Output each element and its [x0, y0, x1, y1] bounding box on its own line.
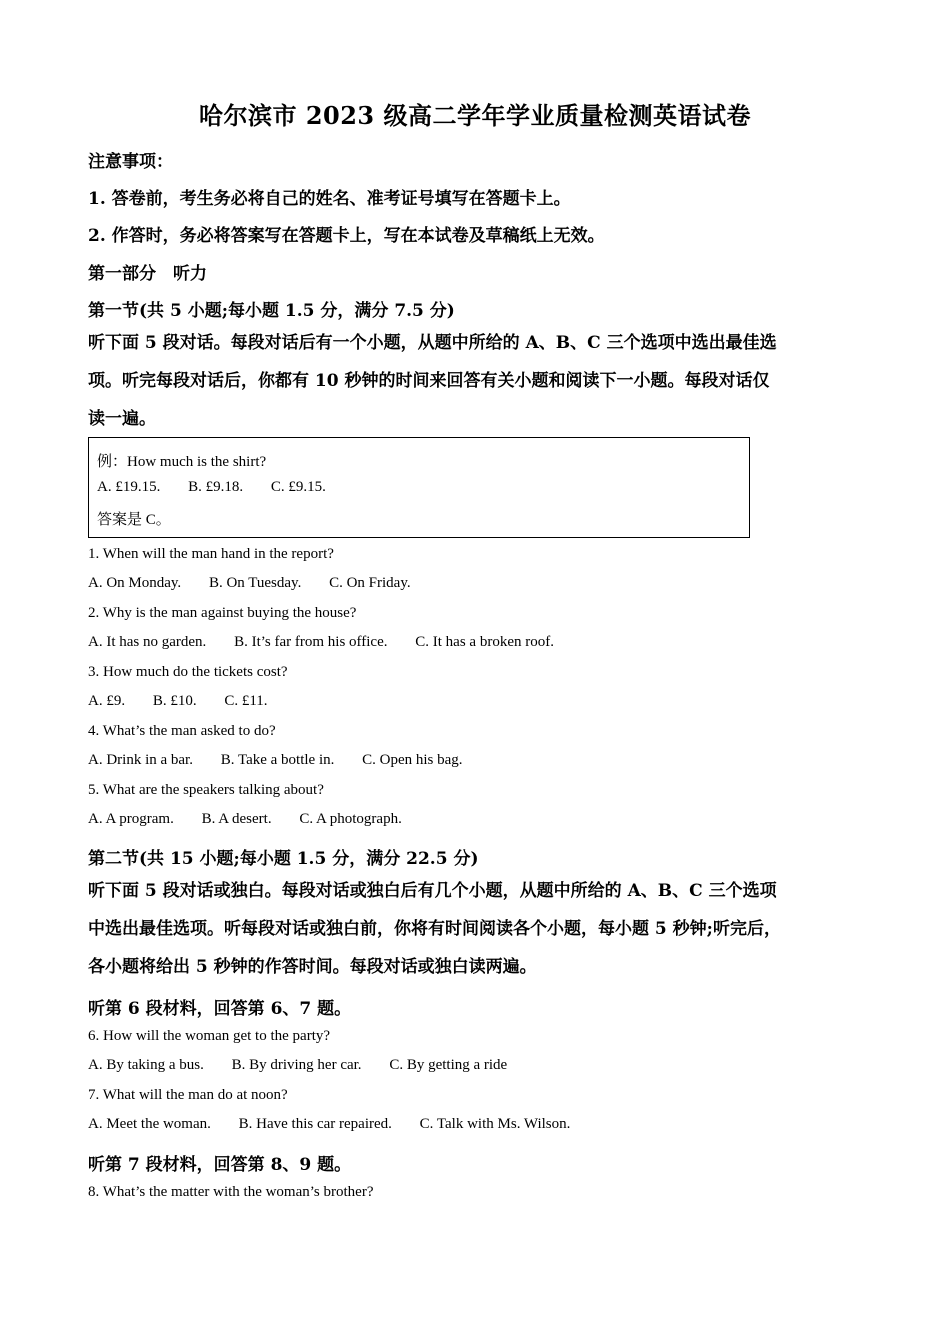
notice-item-2: 2. 作答时，务必将答案写在答题卡上，写在本试卷及草稿纸上无效。 [88, 226, 605, 246]
option: A. £19.15. [97, 479, 161, 495]
instruction-line: 听下面 5 段对话或独白。每段对话或独白后有几个小题，从题中所给的 A、B、C 三个选项 [88, 881, 777, 901]
question-3: 3. How much do the tickets cost? [88, 664, 288, 680]
option: C. By getting a ride [389, 1057, 508, 1073]
question-6: 6. How will the woman get to the party? [88, 1028, 331, 1044]
example-answer: 答案是 C。 [97, 512, 171, 528]
question-2: 2. Why is the man against buying the house? [88, 605, 357, 621]
exam-title: 哈尔滨市 2023 级高二学年学业质量检测英语试卷 [198, 101, 751, 130]
option: C. £9.15. [270, 479, 326, 495]
material-6-heading: 听第 6 段材料，回答第 6、7 题。 [88, 999, 352, 1019]
instruction-line: 各小题将给出 5 秒钟的作答时间。每段对话或独白读两遍。 [88, 957, 537, 977]
option: A. A program. [88, 811, 174, 827]
option: A. Drink in a bar. [88, 752, 193, 768]
option: A. It has no garden. [88, 634, 207, 650]
question-8: 8. What’s the matter with the woman’s brother? [88, 1184, 374, 1200]
option: C. On Friday. [329, 575, 411, 591]
option: B. By driving her car. [231, 1057, 362, 1073]
example-question: 例：How much is the shirt? [97, 454, 267, 470]
option: C. £11. [224, 693, 268, 709]
option: C. A photograph. [299, 811, 402, 827]
question-3-options [88, 693, 292, 710]
option: B. Have this car repaired. [238, 1116, 392, 1132]
option: B. £9.18. [188, 479, 244, 495]
option: B. Take a bottle in. [220, 752, 335, 768]
option: A. Meet the woman. [88, 1116, 211, 1132]
question-5-options [88, 811, 426, 828]
question-1: 1. When will the man hand in the report? [88, 546, 334, 562]
section2-heading: 第二节(共 15 小题;每小题 1.5 分，满分 22.5 分) [88, 849, 479, 869]
instruction-line: 听下面 5 段对话。每段对话后有一个小题，从题中所给的 A、B、C 三个选项中选出最佳选 [88, 333, 777, 353]
option: A. £9. [88, 693, 126, 709]
option: C. Open his bag. [362, 752, 463, 768]
question-7: 7. What will the man do at noon? [88, 1087, 288, 1103]
section2-instructions [88, 872, 858, 986]
instruction-line: 读一遍。 [88, 409, 156, 429]
material-7-heading: 听第 7 段材料，回答第 8、9 题。 [88, 1155, 352, 1175]
option: A. By taking a bus. [88, 1057, 204, 1073]
example-box [88, 437, 750, 538]
option: B. £10. [152, 693, 197, 709]
option: A. On Monday. [88, 575, 182, 591]
question-1-options [88, 575, 435, 592]
option: B. It’s far from his office. [234, 634, 388, 650]
section1-instructions [88, 324, 858, 438]
option: C. Talk with Ms. Wilson. [419, 1116, 571, 1132]
question-7-options [88, 1116, 594, 1133]
section1-heading: 第一节(共 5 小题;每小题 1.5 分，满分 7.5 分) [88, 301, 455, 321]
instruction-line: 中选出最佳选项。听每段对话或独白前，你将有时间阅读各个小题，每小题 5 秒钟;听完后， [88, 919, 781, 939]
instruction-line: 项。听完每段对话后，你都有 10 秒钟的时间来回答有关小题和阅读下一小题。每段对话仅 [88, 371, 770, 391]
notice-heading: 注意事项： [88, 152, 173, 172]
notice-item-1: 1. 答卷前，考生务必将自己的姓名、准考证号填写在答题卡上。 [88, 189, 571, 209]
option: B. A desert. [201, 811, 272, 827]
question-6-options [88, 1057, 531, 1074]
question-4-options [88, 752, 487, 769]
example-options [97, 479, 350, 496]
question-2-options [88, 634, 578, 651]
option: B. On Tuesday. [208, 575, 302, 591]
question-5: 5. What are the speakers talking about? [88, 782, 324, 798]
option: C. It has a broken roof. [415, 634, 554, 650]
question-4: 4. What’s the man asked to do? [88, 723, 276, 739]
part1-heading: 第一部分 听力 [88, 264, 207, 284]
